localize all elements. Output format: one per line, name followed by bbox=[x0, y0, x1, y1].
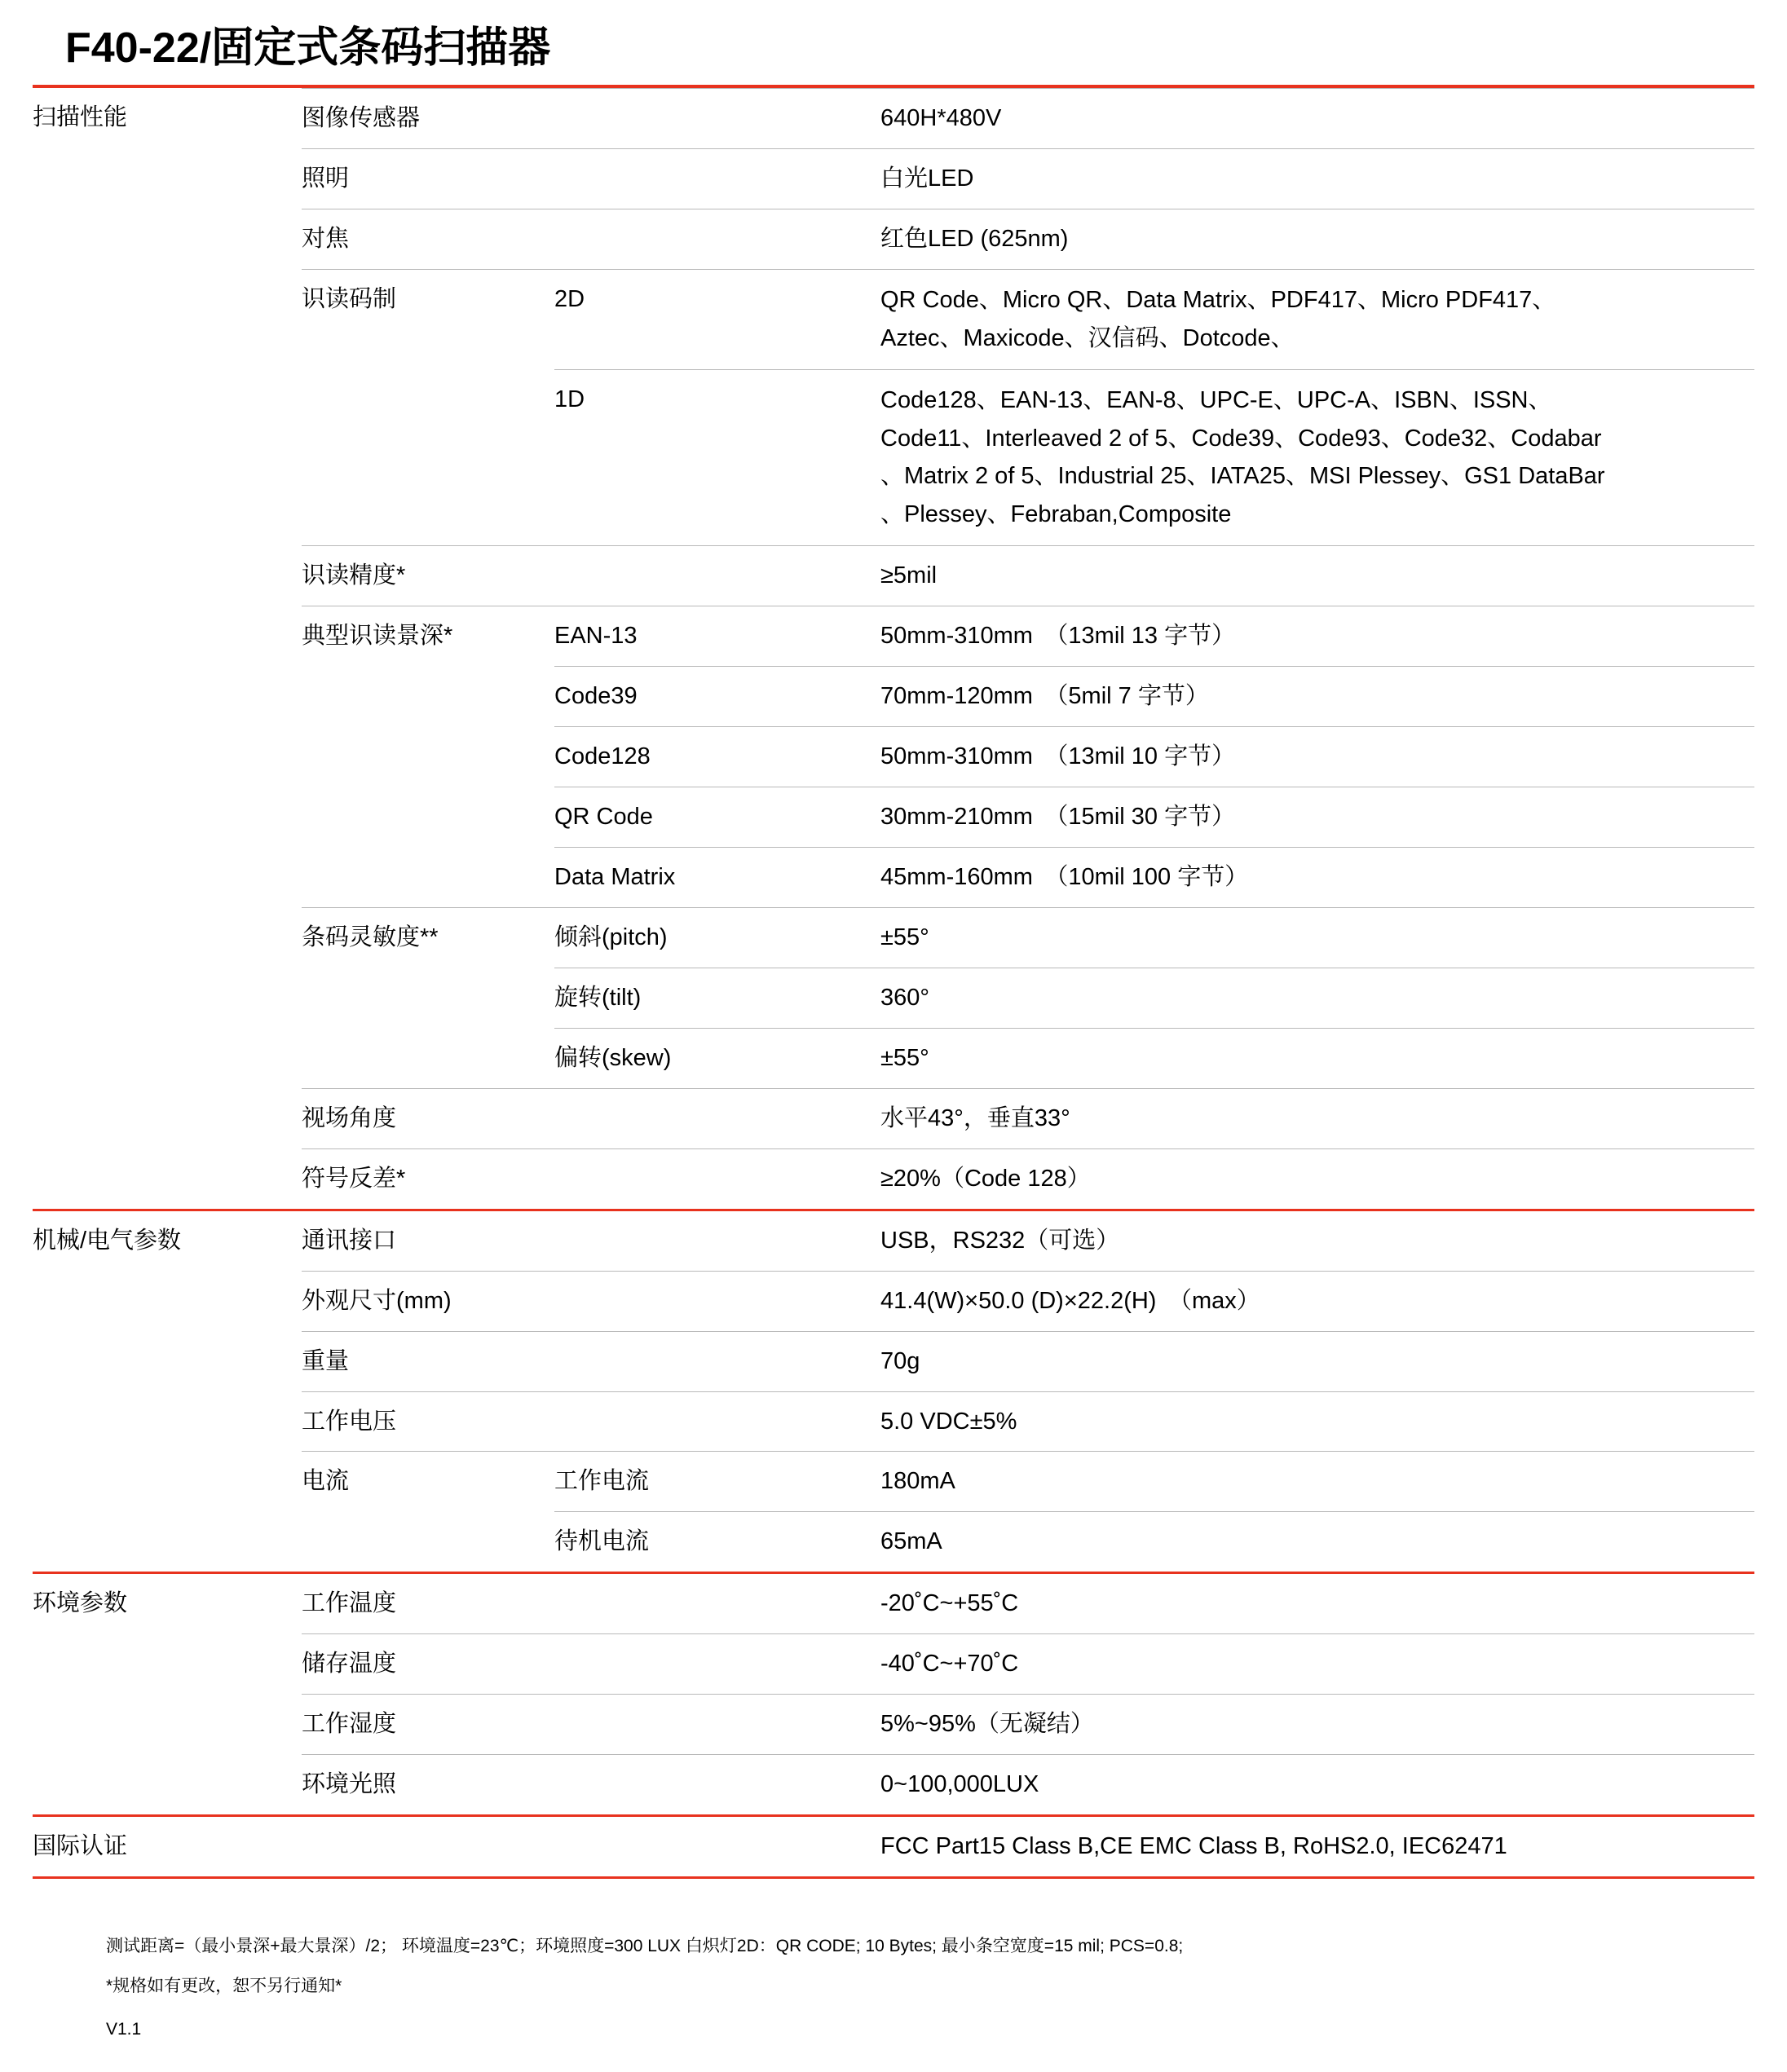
row-label: 电流 bbox=[302, 1452, 554, 1512]
row-label: 外观尺寸(mm) bbox=[302, 1271, 554, 1331]
footnote-test-conditions: 测试距离=（最小景深+最大景深）/2； 环境温度=23℃；环境照度=300 LUX 白炽灯2D：QR CODE; 10 Bytes; 最小条空宽度=15 mil; PCS=0.8; bbox=[106, 1937, 1184, 1956]
row-sublabel: 旋转(tilt) bbox=[554, 968, 880, 1028]
row-sublabel bbox=[554, 1573, 880, 1634]
category-spacer bbox=[33, 1331, 302, 1391]
category-spacer bbox=[33, 546, 302, 606]
row-label: 工作电压 bbox=[302, 1391, 554, 1452]
category-spacer bbox=[33, 968, 302, 1028]
row-value: 70g bbox=[880, 1331, 1754, 1391]
row-sublabel: Code128 bbox=[554, 727, 880, 787]
row-sublabel bbox=[554, 546, 880, 606]
table-row bbox=[33, 1331, 1754, 1391]
category-spacer bbox=[33, 1028, 302, 1088]
category-spacer bbox=[33, 667, 302, 727]
value-line: QR Code、Micro QR、Data Matrix、PDF417、Micro PDF417、 bbox=[880, 286, 1556, 313]
row-value: -40˚C~+70˚C bbox=[880, 1634, 1754, 1695]
category-spacer bbox=[33, 908, 302, 968]
row-sublabel bbox=[554, 148, 880, 209]
table-row bbox=[33, 1695, 1754, 1755]
category-spacer bbox=[33, 848, 302, 908]
table-row bbox=[33, 787, 1754, 848]
row-label: 对焦 bbox=[302, 209, 554, 269]
category-spacer bbox=[33, 1391, 302, 1452]
row-sublabel bbox=[554, 1331, 880, 1391]
row-value: 65mA bbox=[880, 1512, 1754, 1573]
row-sublabel bbox=[554, 1391, 880, 1452]
footnotes bbox=[33, 1926, 1754, 2007]
row-sublabel: 倾斜(pitch) bbox=[554, 908, 880, 968]
table-row bbox=[33, 968, 1754, 1028]
row-value: FCC Part15 Class B,CE EMC Class B, RoHS2.0, IEC62471 bbox=[880, 1816, 1754, 1878]
row-label bbox=[302, 1816, 554, 1878]
table-row bbox=[33, 1816, 1754, 1878]
category-spacer bbox=[33, 369, 302, 546]
row-value: 640H*480V bbox=[880, 88, 1754, 148]
table-row bbox=[33, 908, 1754, 968]
row-value: 45mm-160mm （10mil 100 字节） bbox=[880, 848, 1754, 908]
category-label: 机械/电气参数 bbox=[33, 1210, 302, 1271]
category-spacer bbox=[33, 1088, 302, 1148]
row-value: 50mm-310mm （13mil 10 字节） bbox=[880, 727, 1754, 787]
row-value: 5%~95%（无凝结） bbox=[880, 1695, 1754, 1755]
row-value: 0~100,000LUX bbox=[880, 1755, 1754, 1816]
row-sublabel bbox=[554, 209, 880, 269]
row-label: 重量 bbox=[302, 1331, 554, 1391]
row-sublabel bbox=[554, 1088, 880, 1148]
row-value: ≥20%（Code 128） bbox=[880, 1148, 1754, 1210]
row-label bbox=[302, 1512, 554, 1573]
row-label: 识读精度* bbox=[302, 546, 554, 606]
row-label: 环境光照 bbox=[302, 1755, 554, 1816]
row-sublabel bbox=[554, 1148, 880, 1210]
row-value bbox=[880, 369, 1754, 546]
row-sublabel: QR Code bbox=[554, 787, 880, 848]
row-value: 5.0 VDC±5% bbox=[880, 1391, 1754, 1452]
row-value: 360° bbox=[880, 968, 1754, 1028]
row-sublabel: EAN-13 bbox=[554, 606, 880, 667]
category-spacer bbox=[33, 1755, 302, 1816]
value-line: Code11、Interleaved 2 of 5、Code39、Code93、Code32、Codabar bbox=[880, 425, 1602, 452]
row-sublabel bbox=[554, 88, 880, 148]
table-row bbox=[33, 369, 1754, 546]
row-sublabel: 待机电流 bbox=[554, 1512, 880, 1573]
row-value: ±55° bbox=[880, 1028, 1754, 1088]
table-row bbox=[33, 1210, 1754, 1271]
row-sublabel: 1D bbox=[554, 369, 880, 546]
row-label: 储存温度 bbox=[302, 1634, 554, 1695]
row-value: 180mA bbox=[880, 1452, 1754, 1512]
table-row bbox=[33, 727, 1754, 787]
category-spacer bbox=[33, 1148, 302, 1210]
row-label bbox=[302, 848, 554, 908]
table-row bbox=[33, 606, 1754, 667]
category-spacer bbox=[33, 1695, 302, 1755]
row-sublabel: 2D bbox=[554, 269, 880, 369]
value-line: Aztec、Maxicode、汉信码、Dotcode、 bbox=[880, 324, 1295, 351]
table-row bbox=[33, 88, 1754, 148]
page-title: F40-22/固定式条码扫描器 bbox=[65, 24, 551, 72]
table-row bbox=[33, 1271, 1754, 1331]
category-spacer bbox=[33, 1634, 302, 1695]
row-label: 视场角度 bbox=[302, 1088, 554, 1148]
category-spacer bbox=[33, 606, 302, 667]
row-label bbox=[302, 1028, 554, 1088]
value-line: 、Plessey、Febraban,Composite bbox=[880, 501, 1232, 528]
category-spacer bbox=[33, 787, 302, 848]
category-label: 国际认证 bbox=[33, 1816, 302, 1878]
row-value: -20˚C~+55˚C bbox=[880, 1573, 1754, 1634]
row-sublabel bbox=[554, 1816, 880, 1878]
row-label: 图像传感器 bbox=[302, 88, 554, 148]
row-sublabel: Code39 bbox=[554, 667, 880, 727]
row-label: 识读码制 bbox=[302, 269, 554, 369]
row-sublabel: 偏转(skew) bbox=[554, 1028, 880, 1088]
row-label: 条码灵敏度** bbox=[302, 908, 554, 968]
row-sublabel bbox=[554, 1634, 880, 1695]
row-sublabel: 工作电流 bbox=[554, 1452, 880, 1512]
document-version: V1.1 bbox=[106, 2019, 142, 2039]
row-value: ±55° bbox=[880, 908, 1754, 968]
table-row bbox=[33, 1755, 1754, 1816]
row-value: 50mm-310mm （13mil 13 字节） bbox=[880, 606, 1754, 667]
table-row bbox=[33, 667, 1754, 727]
row-sublabel bbox=[554, 1695, 880, 1755]
category-spacer bbox=[33, 269, 302, 369]
row-sublabel bbox=[554, 1210, 880, 1271]
row-label bbox=[302, 968, 554, 1028]
table-row bbox=[33, 1512, 1754, 1573]
row-sublabel: Data Matrix bbox=[554, 848, 880, 908]
category-spacer bbox=[33, 1452, 302, 1512]
table-row bbox=[33, 1088, 1754, 1148]
row-value: ≥5mil bbox=[880, 546, 1754, 606]
table-row bbox=[33, 1573, 1754, 1634]
row-label bbox=[302, 667, 554, 727]
table-row bbox=[33, 1634, 1754, 1695]
value-line: 、Matrix 2 of 5、Industrial 25、IATA25、MSI Plessey、GS1 DataBar bbox=[880, 463, 1605, 490]
row-label: 典型识读景深* bbox=[302, 606, 554, 667]
footnote-spec-change-notice: *规格如有更改，恕不另行通知* bbox=[106, 1977, 342, 1996]
table-row bbox=[33, 1148, 1754, 1210]
table-row bbox=[33, 1028, 1754, 1088]
category-label: 扫描性能 bbox=[33, 104, 128, 131]
category-spacer bbox=[33, 209, 302, 269]
specification-table-body bbox=[33, 88, 1754, 1877]
table-row bbox=[33, 1391, 1754, 1452]
row-sublabel bbox=[554, 1755, 880, 1816]
category-spacer bbox=[33, 727, 302, 787]
row-value: 30mm-210mm （15mil 30 字节） bbox=[880, 787, 1754, 848]
category-label: 环境参数 bbox=[33, 1573, 302, 1634]
row-label bbox=[302, 369, 554, 546]
row-label: 工作温度 bbox=[302, 1573, 554, 1634]
value-line: Code128、EAN-13、EAN-8、UPC-E、UPC-A、ISBN、ISSN、 bbox=[880, 386, 1552, 413]
row-value: USB，RS232（可选） bbox=[880, 1210, 1754, 1271]
row-value: 红色LED (625nm) bbox=[880, 209, 1754, 269]
row-label bbox=[302, 787, 554, 848]
row-label: 符号反差* bbox=[302, 1148, 554, 1210]
row-value: 70mm-120mm （5mil 7 字节） bbox=[880, 667, 1754, 727]
row-value: 41.4(W)×50.0 (D)×22.2(H) （max） bbox=[880, 1271, 1754, 1331]
table-row bbox=[33, 1452, 1754, 1512]
category-spacer bbox=[33, 1271, 302, 1331]
table-row bbox=[33, 546, 1754, 606]
table-row bbox=[33, 269, 1754, 369]
row-value: 白光LED bbox=[880, 148, 1754, 209]
category-spacer bbox=[33, 1512, 302, 1573]
row-value bbox=[880, 269, 1754, 369]
category-spacer bbox=[33, 148, 302, 209]
row-label: 通讯接口 bbox=[302, 1210, 554, 1271]
table-row bbox=[33, 848, 1754, 908]
row-label bbox=[302, 727, 554, 787]
row-sublabel bbox=[554, 1271, 880, 1331]
specification-table bbox=[33, 88, 1754, 1879]
row-value: 水平43°，垂直33° bbox=[880, 1088, 1754, 1148]
row-label: 照明 bbox=[302, 148, 554, 209]
row-label: 工作湿度 bbox=[302, 1695, 554, 1755]
table-row bbox=[33, 148, 1754, 209]
table-row bbox=[33, 209, 1754, 269]
